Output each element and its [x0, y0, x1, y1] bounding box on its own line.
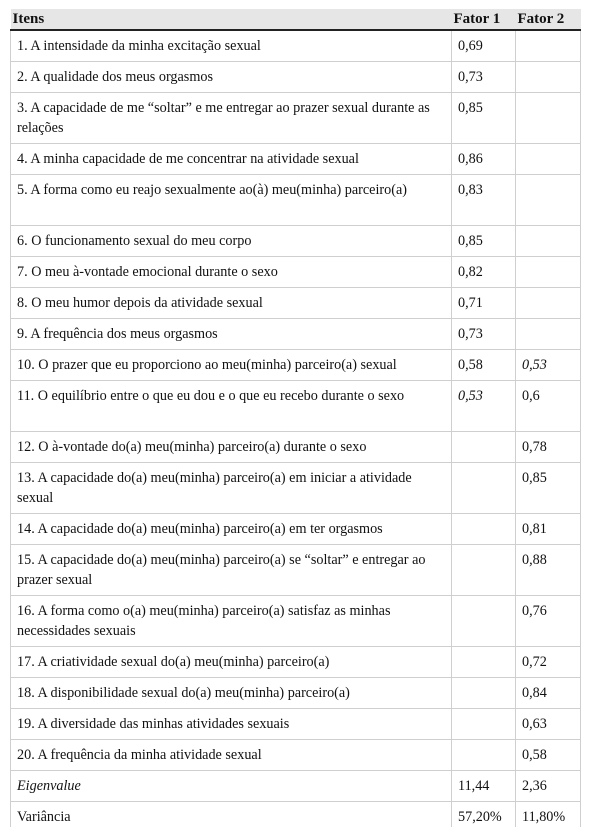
item-cell: 20. A frequência da minha atividade sexual: [11, 740, 452, 771]
item-cell: 5. A forma como eu reajo sexualmente ao(à) meu(minha) parceiro(a): [11, 175, 452, 226]
item-cell: 16. A forma como o(a) meu(minha) parceiro(a) satisfaz as minhas necessidades sexuais: [11, 596, 452, 647]
factor-1-cell: [452, 596, 516, 647]
factor-2-cell: 0,76: [516, 596, 581, 647]
factor-2-cell: 0,88: [516, 545, 581, 596]
eigenvalue-factor-2: 2,36: [516, 771, 581, 802]
item-cell: 2. A qualidade dos meus orgasmos: [11, 62, 452, 93]
item-cell: 15. A capacidade do(a) meu(minha) parceiro(a) se “soltar” e entregar ao prazer sexual: [11, 545, 452, 596]
table-row: [11, 350, 581, 381]
table-row: [11, 545, 581, 596]
factor-loadings-table: [10, 9, 581, 827]
factor-2-cell: 0,53: [516, 350, 581, 381]
item-cell: 12. O à-vontade do(a) meu(minha) parceiro(a) durante o sexo: [11, 432, 452, 463]
factor-1-cell: 0,69: [452, 30, 516, 62]
table-row: [11, 257, 581, 288]
factor-2-cell: 0,81: [516, 514, 581, 545]
factor-2-cell: 0,78: [516, 432, 581, 463]
table-row: [11, 226, 581, 257]
header-factor-2: Fator 2: [516, 9, 581, 30]
table-row: [11, 647, 581, 678]
eigenvalue-label: Eigenvalue: [11, 771, 452, 802]
table-row: [11, 381, 581, 432]
item-cell: 3. A capacidade de me “soltar” e me entregar ao prazer sexual durante as relações: [11, 93, 452, 144]
factor-1-cell: [452, 740, 516, 771]
variance-factor-2: 11,80%: [516, 802, 581, 828]
item-cell: 19. A diversidade das minhas atividades sexuais: [11, 709, 452, 740]
factor-1-cell: 0,73: [452, 319, 516, 350]
item-cell: 10. O prazer que eu proporciono ao meu(minha) parceiro(a) sexual: [11, 350, 452, 381]
factor-1-cell: 0,85: [452, 93, 516, 144]
factor-2-cell: [516, 226, 581, 257]
table-header: [11, 9, 581, 30]
header-row: [11, 9, 581, 30]
table-row: [11, 514, 581, 545]
table-row: [11, 30, 581, 62]
variance-factor-1: 57,20%: [452, 802, 516, 828]
table-row: [11, 740, 581, 771]
factor-2-cell: [516, 319, 581, 350]
factor-1-cell: 0,73: [452, 62, 516, 93]
table-row: [11, 596, 581, 647]
factor-2-cell: [516, 144, 581, 175]
factor-1-cell: 0,85: [452, 226, 516, 257]
factor-2-cell: 0,84: [516, 678, 581, 709]
item-cell: 4. A minha capacidade de me concentrar na atividade sexual: [11, 144, 452, 175]
factor-2-cell: [516, 30, 581, 62]
item-cell: 1. A intensidade da minha excitação sexual: [11, 30, 452, 62]
item-cell: 7. O meu à-vontade emocional durante o sexo: [11, 257, 452, 288]
item-cell: 11. O equilíbrio entre o que eu dou e o que eu recebo durante o sexo: [11, 381, 452, 432]
item-cell: 14. A capacidade do(a) meu(minha) parceiro(a) em ter orgasmos: [11, 514, 452, 545]
factor-2-cell: [516, 175, 581, 226]
table-body: [11, 30, 581, 827]
factor-2-cell: [516, 257, 581, 288]
factor-2-cell: [516, 62, 581, 93]
factor-1-cell: 0,58: [452, 350, 516, 381]
factor-2-cell: 0,63: [516, 709, 581, 740]
table-row: [11, 432, 581, 463]
table-row: [11, 463, 581, 514]
factor-1-cell: 0,86: [452, 144, 516, 175]
table-row: [11, 62, 581, 93]
item-cell: 9. A frequência dos meus orgasmos: [11, 319, 452, 350]
factor-2-cell: 0,6: [516, 381, 581, 432]
eigenvalue-row: [11, 771, 581, 802]
factor-2-cell: 0,72: [516, 647, 581, 678]
factor-1-cell: [452, 432, 516, 463]
header-items: Itens: [11, 9, 452, 30]
factor-1-cell: [452, 545, 516, 596]
table-row: [11, 144, 581, 175]
factor-2-cell: 0,85: [516, 463, 581, 514]
factor-2-cell: [516, 93, 581, 144]
factor-1-cell: 0,82: [452, 257, 516, 288]
table-row: [11, 175, 581, 226]
item-cell: 13. A capacidade do(a) meu(minha) parceiro(a) em iniciar a atividade sexual: [11, 463, 452, 514]
factor-1-cell: [452, 514, 516, 545]
factor-1-cell: [452, 678, 516, 709]
factor-1-cell: 0,83: [452, 175, 516, 226]
table-row: [11, 288, 581, 319]
table-row: [11, 319, 581, 350]
table-row: [11, 709, 581, 740]
item-cell: 6. O funcionamento sexual do meu corpo: [11, 226, 452, 257]
item-cell: 18. A disponibilidade sexual do(a) meu(minha) parceiro(a): [11, 678, 452, 709]
factor-1-cell: 0,53: [452, 381, 516, 432]
factor-2-cell: [516, 288, 581, 319]
item-cell: 8. O meu humor depois da atividade sexual: [11, 288, 452, 319]
factor-1-cell: 0,71: [452, 288, 516, 319]
factor-2-cell: 0,58: [516, 740, 581, 771]
factor-1-cell: [452, 709, 516, 740]
header-factor-1: Fator 1: [452, 9, 516, 30]
variance-label: Variância: [11, 802, 452, 828]
table-row: [11, 678, 581, 709]
variance-row: [11, 802, 581, 828]
table-row: [11, 93, 581, 144]
eigenvalue-factor-1: 11,44: [452, 771, 516, 802]
factor-1-cell: [452, 647, 516, 678]
factor-loadings-table-container: [10, 9, 580, 827]
factor-1-cell: [452, 463, 516, 514]
item-cell: 17. A criatividade sexual do(a) meu(minha) parceiro(a): [11, 647, 452, 678]
